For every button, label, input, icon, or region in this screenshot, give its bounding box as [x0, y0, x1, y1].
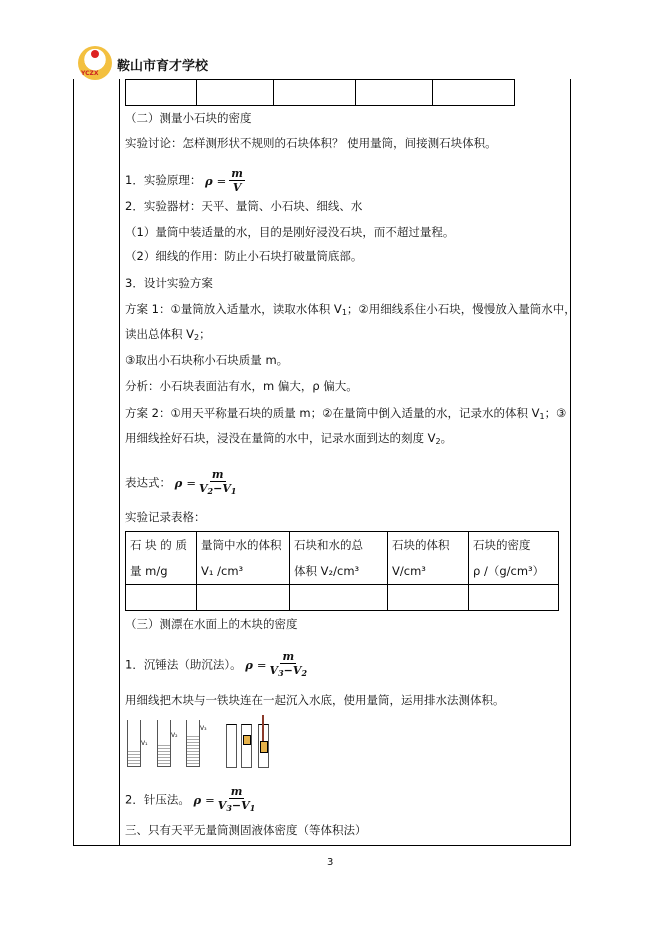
discussion: 实验讨论：怎样测形状不规则的石块体积？ 使用量筒，间接测石块体积。 — [125, 136, 497, 150]
document-page: YCZX 鞍山市育才学校 （二）测量小石块的密度 实验讨论：怎样测形状不规则的石块体积？ 使用量筒，间接测石块体积。 1．实验原理： ρ = $\frac{m}{V}$ 2．实验器材：天平、量筒、小石块、细线、水 （1）量筒中装适量的水，目的是刚好浸没石块，而不超过量程。 （2）细线的作用：防止小石块打破量筒底部。 3．设计实验方案 方案 1：①量筒放入适量水，读取水体积 $V_1$；②用细线系住小石块，慢慢放入量筒水中， 读出总体积 $V_2$； ③取出小石块称小石块质量 m。 分析：小石块表面沾有水，m 偏大，ρ 偏大。 方案 2：①用天平称量石块的质量 m；②在量筒中倒入适量的水，记录水的体积 $V_1$；③ 用细线拴好石块，浸没在量筒的水中，记录水面到达的刻度 $V_2$。 表达式： ρ = $\frac{m}{V_2-V_1}$ 实验记录表格： 石 块 的 质 量 m/g 量筒中水的体积 V₁ /cm³ 石块和水的总 体积 V₂/cm³ 石块的体积 V/cm³ 石块的密度 ρ /（g/cm³） （三）测漂在水面上的木块的密度 1．沉锤法（助沉法）。 ρ = $\frac{m}{V_3-V_2}$ 用细线把木块与一铁块连在一起沉入水底，使用量筒，运用排水法测体积。 V₁ V₂ V₃ 2．针压法。 ρ = $\frac{m}{V_3-V_1}$ 三、只有天平无量筒测固液体密度（等体积法） 3 — [0, 0, 661, 935]
section-4-title: 三、只有天平无量筒测固液体密度（等体积法） — [125, 823, 367, 837]
method-2: 2．针压法。 ρ = $\frac{m}{V_3-V_1}$ — [125, 785, 256, 813]
school-name: 鞍山市育才学校 — [117, 59, 209, 74]
method-1: 1．沉锤法（助沉法）。 ρ = $\frac{m}{V_3-V_2}$ — [125, 650, 308, 678]
outer-left-border — [73, 79, 74, 846]
analysis: 分析：小石块表面沾有水，m 偏大，ρ 偏大。 — [125, 379, 358, 393]
note-1: （1）量筒中装适量的水，目的是刚好浸没石块，而不超过量程。 — [125, 225, 455, 239]
record-table — [125, 531, 559, 611]
outer-bottom-border — [73, 845, 571, 846]
plan-1-step3: ③取出小石块称小石块质量 m。 — [125, 353, 289, 367]
method-1-desc: 用细线把木块与一铁块连在一起沉入水底，使用量筒，运用排水法测体积。 — [125, 693, 505, 707]
plan-1-cont: 读出总体积 $V_2$； — [125, 327, 211, 342]
plan-2: 方案 2：①用天平称量石块的质量 m；②在量筒中倒入适量的水，记录水的体积 $V_1$；③ — [125, 406, 567, 421]
table-label: 实验记录表格： — [125, 510, 206, 524]
top-table-fragment — [125, 79, 515, 106]
school-logo — [78, 46, 112, 80]
logo-text: YCZX — [81, 70, 99, 77]
page-number: 3 — [327, 857, 334, 868]
plan-2-cont: 用细线拴好石块，浸没在量筒的水中，记录水面到达的刻度 $V_2$。 — [125, 431, 453, 446]
formula-method-2: ρ = $\frac{m}{V_3-V_1}$ — [193, 785, 256, 813]
equipment: 2．实验器材：天平、量筒、小石块、细线、水 — [125, 199, 363, 213]
formula-method-1: ρ = $\frac{m}{V_3-V_2}$ — [245, 650, 308, 678]
table-row — [126, 585, 559, 611]
section-3-title: （三）测漂在水面上的木块的密度 — [125, 617, 298, 631]
section-title: （二）测量小石块的密度 — [125, 111, 252, 125]
outer-right-border — [570, 79, 571, 846]
formula-principle: ρ = $\frac{m}{V}$ — [204, 167, 243, 194]
principle-label: 1．实验原理： — [125, 173, 202, 187]
formula-expression: ρ = $\frac{m}{V_2-V_1}$ — [174, 468, 237, 496]
plan-1: 方案 1：①量筒放入适量水，读取水体积 $V_1$；②用细线系住小石块，慢慢放入量筒水中， — [125, 302, 576, 317]
expression: 表达式： ρ = $\frac{m}{V_2-V_1}$ — [125, 468, 237, 496]
note-2: （2）细线的作用：防止小石块打破量筒底部。 — [125, 249, 363, 263]
principle — [125, 167, 245, 194]
design-heading: 3．设计实验方案 — [125, 276, 213, 290]
table-header-row: 石 块 的 质 量 m/g 量筒中水的体积 V₁ /cm³ 石块和水的总 体积 V₂/cm³ 石块的体积 V/cm³ 石块的密度 ρ /（g/cm³） — [126, 532, 559, 585]
column-divider — [119, 79, 120, 846]
